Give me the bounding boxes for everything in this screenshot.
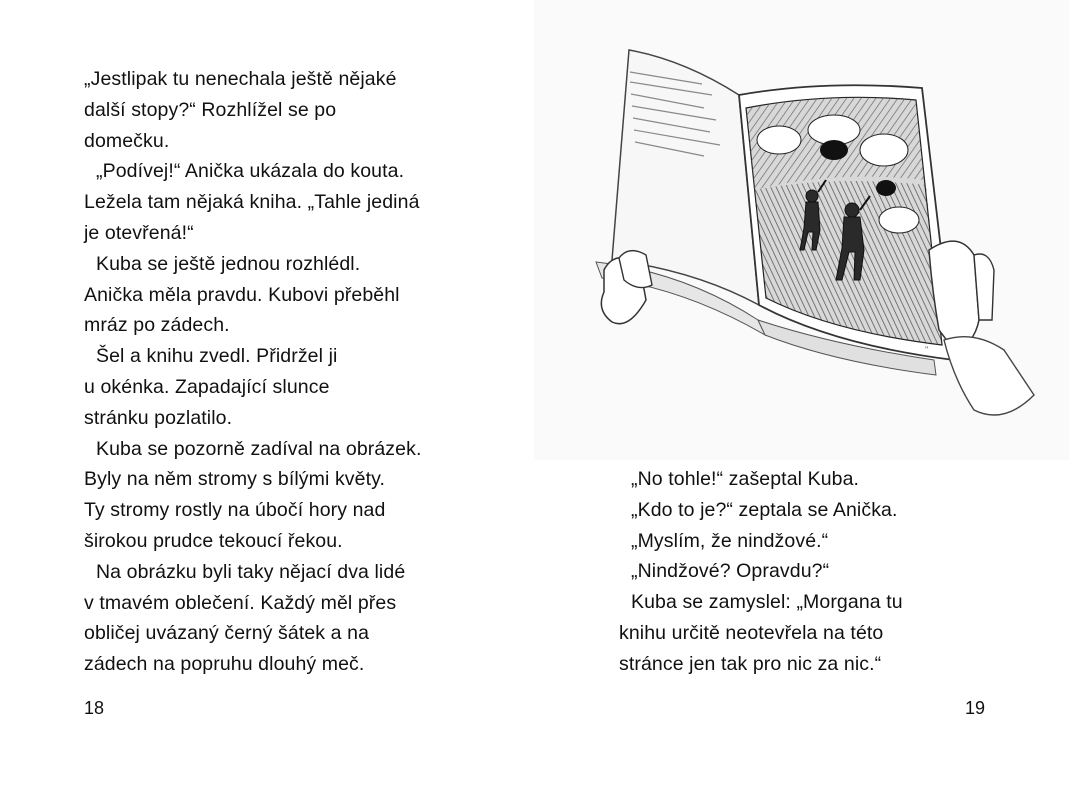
text-line: mráz po zádech.: [84, 314, 230, 337]
text-line: Byly na něm stromy s bílými květy.: [84, 468, 386, 491]
text-line: domečku.: [84, 129, 170, 152]
text-line: „Kdo to je?“ zeptala se Anička.: [631, 498, 898, 521]
text-line: stránce jen tak pro nic za nic.“: [619, 652, 882, 675]
page-number-left: 18: [84, 698, 105, 718]
text-line: Ty stromy rostly na úbočí hory nad: [84, 499, 386, 522]
text-line: knihu určitě neotevřela na této: [619, 621, 884, 644]
left-page: [0, 0, 534, 800]
text-line: „Podívej!“ Anička ukázala do kouta.: [96, 160, 405, 183]
text-line: v tmavém oblečení. Každý měl přes: [84, 591, 397, 614]
left-page-text: [84, 64, 421, 680]
text-line: Ležela tam nějaká kniha. „Tahle jediná: [84, 191, 420, 214]
text-line: Kuba se zamyslel: „Morgana tu: [631, 591, 903, 614]
text-line: „Jestlipak tu nenechala ještě nějaké: [84, 68, 397, 90]
text-line: je otevřená!“: [84, 221, 194, 244]
text-line: zádech na popruhu dlouhý meč.: [84, 653, 365, 676]
text-line: stránku pozlatilo.: [84, 406, 233, 429]
svg-text:": ": [925, 345, 929, 354]
page-number-right: 19: [965, 698, 986, 718]
text-line: u okénka. Zapadající slunce: [84, 375, 330, 398]
text-line: Kuba se pozorně zadíval na obrázek.: [96, 437, 422, 460]
text-line: Šel a knihu zvedl. Přidržel ji: [96, 345, 338, 368]
text-line: „Nindžové? Opravdu?“: [631, 560, 830, 583]
text-line: obličej uvázaný černý šátek a na: [84, 622, 370, 645]
text-line: širokou prudce tekoucí řekou.: [84, 529, 343, 552]
right-page: [534, 0, 1069, 800]
text-line: Na obrázku byli taky nějací dva lidé: [96, 560, 406, 583]
text-line: „Myslím, že nindžové.“: [631, 529, 829, 552]
right-page-text: [619, 464, 903, 680]
text-line: Anička měla pravdu. Kubovi přeběhl: [84, 283, 400, 306]
text-line: Kuba se ještě jednou rozhlédl.: [96, 252, 361, 275]
text-line: „No tohle!“ zašeptal Kuba.: [631, 468, 860, 490]
open-book-illustration-icon: [534, 0, 1069, 460]
text-line: další stopy?“ Rozhlížel se po: [84, 98, 337, 121]
